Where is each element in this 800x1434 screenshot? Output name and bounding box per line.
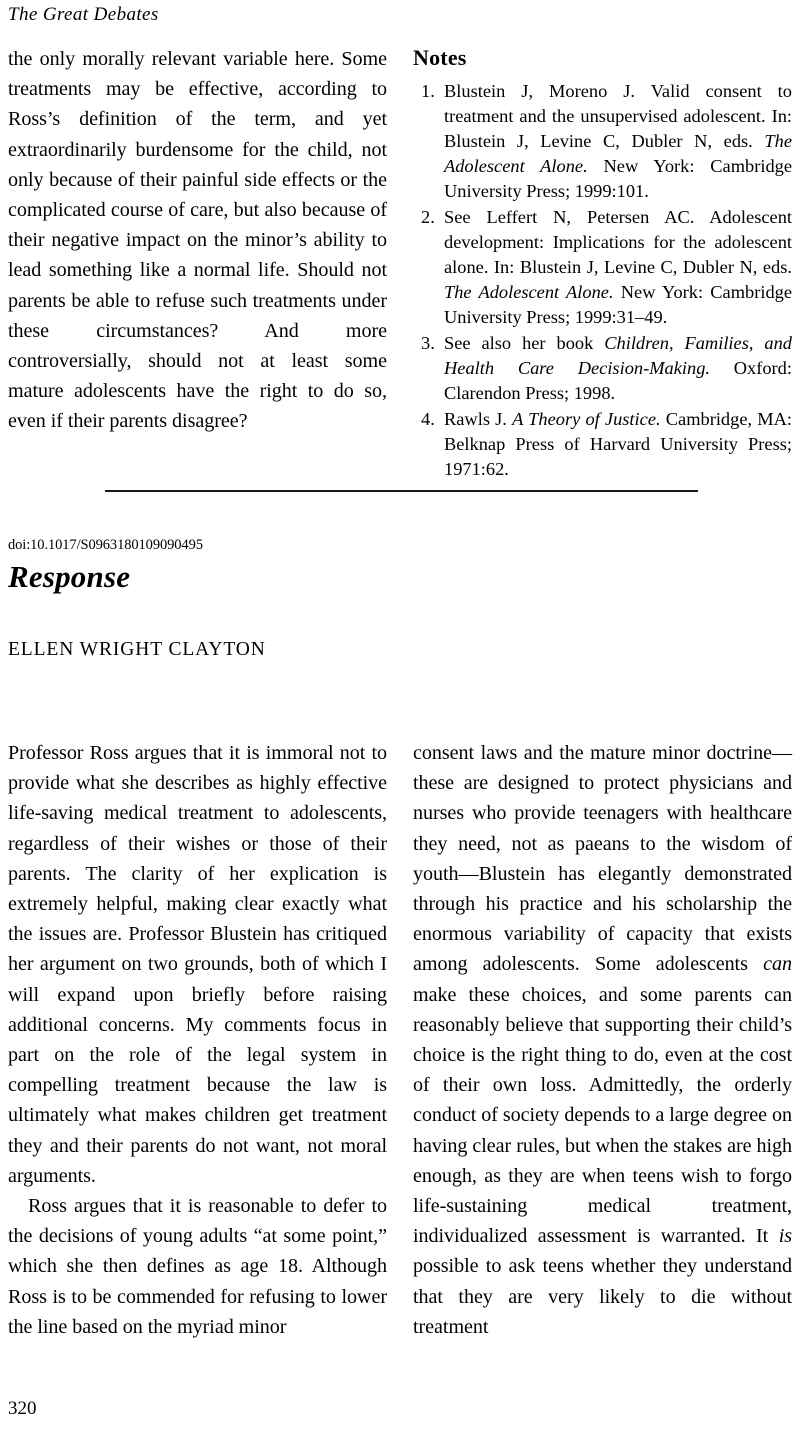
text-run: possible to ask teens whether they understand that they are very likely to die without treatment — [413, 1255, 792, 1338]
body-paragraph — [413, 738, 792, 1342]
upper-columns — [8, 44, 792, 483]
article-opener — [8, 536, 608, 662]
text-run: Ross argues that it is reasonable to defer to the decisions of young adults “at some point,” which she then defines as age 18. Although Ross is to be commended for refusing to lower the line based on the myriad minor — [8, 1195, 387, 1338]
italic-run: Children, Families, and Health Care Decision-Making. — [444, 332, 792, 379]
article-right-column — [413, 738, 792, 1342]
body-paragraph — [8, 1191, 387, 1342]
article-author-byline: ELLEN WRIGHT CLAYTON — [8, 639, 266, 660]
text-run: Oxford: Clarendon Press; 1998. — [444, 358, 792, 404]
text-run: Cambridge, MA: Belknap Press of Harvard University Press; 1971:62. — [444, 408, 792, 479]
note-item — [413, 331, 792, 406]
text-run: New York: Cambridge University Press; 1999:101. — [444, 156, 792, 202]
text-run: See Leffert N, Petersen AC. Adolescent development: Implications for the adolescent alone. In: Blustein J, Levine C, Dubler N, eds. — [444, 206, 792, 278]
body-paragraph — [8, 738, 387, 1191]
note-item — [413, 205, 792, 330]
notes-list — [413, 79, 792, 482]
text-run: Blustein J, Moreno J. Valid consent to treatment and the unsupervised adolescent. In: Blustein J, Levine C, Dubler N, eds. — [444, 81, 792, 152]
section-divider-rule — [105, 490, 698, 492]
notes-column — [413, 44, 792, 483]
article-body-columns — [8, 738, 792, 1342]
previous-article-continuation: the only morally relevant variable here. Some treatments may be effective, according to Ross’s definition of the term, and yet extraordinarily burdensome for the child, not only because of their painful side effects or the complicated course of care, but also because of their negative impact on the minor’s ability to lead something like a normal life. Should not parents be able to refuse such treatments under these circumstances? And more controversially, should not at least some mature adolescents have the right to do so, even if their parents disagree? — [8, 48, 387, 433]
italic-run: is — [778, 1225, 792, 1248]
article-left-column — [8, 738, 387, 1342]
text-run: make these choices, and some parents can reasonably believe that supporting their child’s choice is the right thing to do, even at the cost of their own loss. Admittedly, the orderly conduct of society depends to a large degree on having clear rules, but when the stakes are high enough, as they are when teens wish to forgo life-sustaining medical treatment, individualized assessment is warranted. It — [413, 983, 792, 1248]
article-title: Response — [8, 559, 131, 594]
text-run: New York: Cambridge University Press; 1999:31–49. — [444, 282, 792, 328]
italic-run: A Theory of Justice. — [512, 408, 661, 429]
note-item — [413, 407, 792, 482]
upper-left-column — [8, 44, 387, 483]
page-number: 320 — [8, 1398, 37, 1419]
italic-run: The Adolescent Alone. — [444, 282, 614, 303]
text-run: Rawls J. — [444, 408, 513, 429]
notes-heading: Notes — [413, 45, 467, 70]
article-doi: doi:10.1017/S0963180109090495 — [8, 537, 203, 553]
text-run: consent laws and the mature minor doctrine—these are designed to protect physicians and nurses who provide teenagers with healthcare they need, not as paeans to the wisdom of youth—Blustein has elegantly demonstrated through his practice and his scholarship the enormous variability of capacity that exists among adolescents. Some adolescents — [413, 742, 792, 976]
text-run: See also her book — [444, 332, 605, 353]
running-head: The Great Debates — [8, 4, 159, 25]
italic-run: The Adolescent Alone. — [444, 131, 792, 177]
italic-run: can — [763, 953, 792, 976]
note-item — [413, 79, 792, 204]
text-run: Professor Ross argues that it is immoral not to provide what she describes as highly effective life-saving medical treatment to adolescents, regardless of their wishes or those of their parents. The clarity of her explication is extremely helpful, making clear exactly what the issues are. Professor Blustein has critiqued her argument on two grounds, both of which I will expand upon briefly before raising additional concerns. My comments focus in part on the role of the legal system in compelling treatment because the law is ultimately what makes children get treatment they and their parents do not want, not moral arguments. — [8, 742, 387, 1187]
